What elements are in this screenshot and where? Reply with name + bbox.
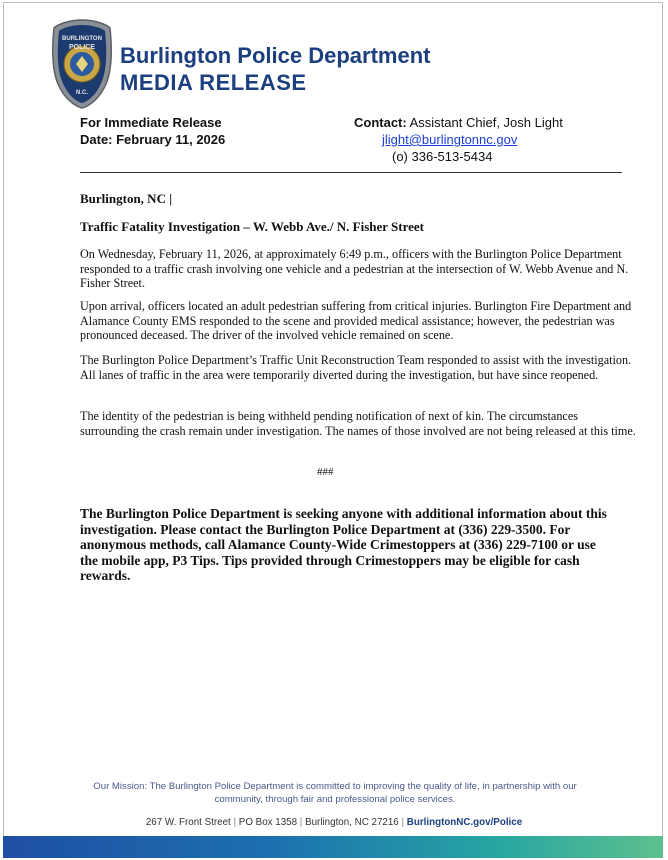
headline: Traffic Fatality Investigation – W. Webb Ave./ N. Fisher Street — [80, 219, 425, 234]
release-info — [80, 114, 225, 148]
tip-callout: The Burlington Police Department is seeking anyone with additional information about this investigation. Please contact the Burlington Police Department at (336) 229-3500. For anonymous methods, call Alamance County-Wide Crimestoppers at (336) 229-7100 or use the mobile app, P3 Tips. Tips provided through Crimestoppers may be eligible for cash rewards. — [80, 506, 607, 583]
separator: | — [299, 817, 303, 828]
dateline: Burlington, NC | — [80, 191, 173, 206]
footer-address — [60, 817, 608, 828]
police-badge-logo — [50, 18, 114, 110]
footer-color-bar — [3, 836, 663, 858]
contact-label: Contact: — [354, 115, 407, 130]
address-street: 267 W. Front Street — [145, 817, 231, 828]
website-link[interactable]: BurlingtonNC.gov/Police — [406, 817, 523, 828]
address-po: PO Box 1358 — [238, 817, 298, 828]
contact-block — [354, 114, 563, 165]
separator: | — [401, 817, 405, 828]
contact-email-line — [354, 131, 563, 148]
badge-text-mid: POLICE — [68, 44, 96, 51]
contact-line — [354, 114, 563, 131]
release-date: Date: February 11, 2026 — [80, 132, 226, 147]
badge-text-bot: N.C. — [76, 90, 88, 96]
separator: | — [233, 817, 237, 828]
paragraph-4: The identity of the pedestrian is being withheld pending notification of next of kin. The circumstances surrounding the crash remain under investigation. The names of those involved are not being released at this time. — [80, 409, 636, 438]
paragraph-2: Upon arrival, officers located an adult pedestrian suffering from critical injuries. Burlington Fire Department and Alamance County EMS responded to the scene and provided medical assistance; however, the pedestrian was pronounced deceased. The driver of the involved vehicle remained on scene. — [80, 299, 632, 342]
end-marks: ### — [317, 466, 334, 478]
release-line: For Immediate Release — [80, 115, 222, 130]
contact-phone: (o) 336-513-5434 — [392, 149, 493, 164]
org-name: Burlington Police Department — [120, 43, 431, 68]
divider — [80, 172, 622, 173]
contact-email-link[interactable]: jlight@burlingtonnc.gov — [382, 132, 518, 147]
doc-type: MEDIA RELEASE — [120, 70, 307, 95]
paragraph-1: On Wednesday, February 11, 2026, at approximately 6:49 p.m., officers with the Burlington Police Department responded to a traffic crash involving one vehicle and a pedestrian at the intersection of W. Webb Avenue and N. Fisher Street. — [80, 247, 629, 290]
badge-text-top: BURLINGTON — [62, 36, 102, 42]
paragraph-3: The Burlington Police Department’s Traffic Unit Reconstruction Team responded to assist with the investigation. All lanes of traffic in the area were temporarily diverted during the investigation, but have since reopened. — [80, 353, 632, 382]
org-heading — [120, 42, 430, 96]
contact-name: Assistant Chief, Josh Light — [409, 115, 563, 130]
address-city: Burlington, NC 27216 — [305, 817, 399, 828]
mission-statement: Our Mission: The Burlington Police Department is committed to improving the quality of life, in partnership with our community, through fair and professional police services. — [93, 781, 577, 805]
